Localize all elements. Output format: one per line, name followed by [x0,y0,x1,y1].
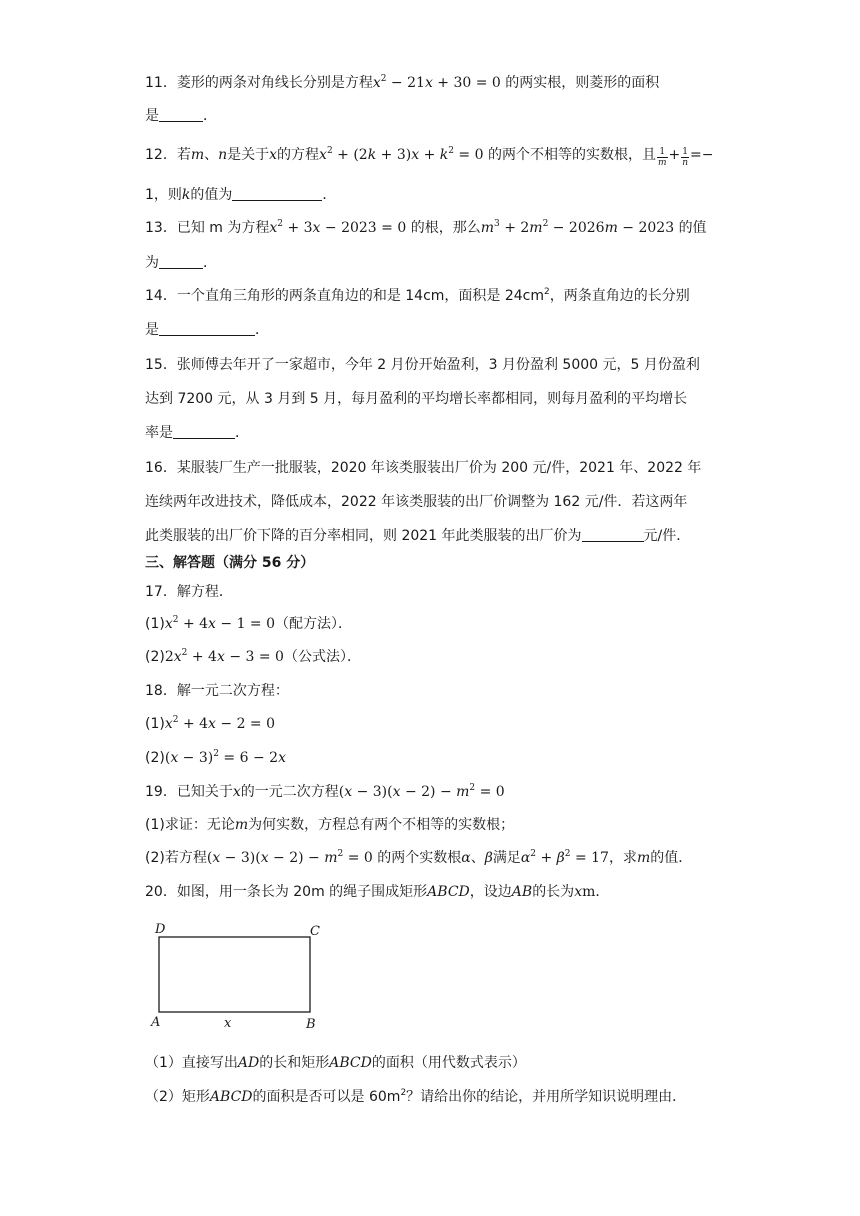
q12-equation: $x^2 + (2k + 3)x + k^2 = 0$ [319,146,484,163]
q18-part1 [145,714,275,734]
q20-p1-text-b: 的长和矩形 [259,1055,330,1071]
q15-text-a: 率是 [145,425,173,441]
q16-text-b: 元/件． [643,528,691,544]
q12-text-c: 的方程 [277,147,320,163]
label-b: B [306,1017,316,1032]
q11-text-a: 11．菱形的两条对角线长分别是方程 [145,75,373,91]
q19-line1: 19．已知关于x的一元二次方程$(x - 3)(x - 2) - m^2 = 0$ [145,783,505,800]
q19-p2-text-c: 满足 [492,850,521,866]
q17-p1-note: （配方法）． [275,616,353,632]
q18-p2-label: (2) [145,750,165,766]
q14-text-b: ，两条直角边的长分别 [549,288,690,304]
q13-text-d: 为 [145,255,159,271]
q19-p1-text-a: (1)求证：无论 [145,817,235,833]
q12-frac-m: $\frac{1}{m}$ [657,147,667,168]
q11-line1 [145,73,659,93]
q18-p1-equation: $x^2 + 4x - 2 = 0$ [164,715,276,732]
q12-answer-blank[interactable] [232,186,322,201]
q18-p1-label: (1) [145,716,165,732]
q13-equation: $x^2 + 3x - 2023 = 0$ [269,219,407,236]
q13-text-c: 的值 [678,220,707,236]
q19-part2: (2)若方程$(x - 3)(x - 2) - m^2 = 0$ 的两个实数根α、β满足$\alpha^2 + \beta^2 = 17$，求m的值． [145,849,693,866]
q12-vars: m [190,147,205,163]
q17-p2-label: (2) [145,649,165,665]
q17-p1-equation: $x^2 + 4x - 1 = 0$ [164,615,276,632]
q20-line1: 20．如图，用一条长为 20m 的绳子围成矩形ABCD，设边AB的长为xm． [145,884,610,900]
q17-title: 17．解方程． [145,584,233,600]
q12-text-f: 1，则 [145,187,182,203]
q15-answer-blank[interactable] [173,424,235,439]
q11-text-d: ． [203,108,217,124]
q16-line3 [145,526,690,546]
q11-equation: $x^2 - 21x + 30$ [372,74,472,91]
q20-text-a: 20．如图，用一条长为 20m 的绳子围成矩形 [145,884,428,900]
q14-text-a: 14．一个直角三角形的两条直角边的和是 14cm，面积是 24cm [145,288,545,304]
q12-text-h: ． [322,187,337,203]
q19-p2-text-a: (2)若方程 [145,850,207,866]
q20-text-c: 的长为 [532,884,575,900]
q11-eq-rhs: = 0 [475,75,501,91]
q20-p1-text-c: 的面积（用代数式表示） [371,1055,526,1071]
q12-text-d: 的两个不相等的实数根，且 [487,147,656,163]
q16-answer-blank[interactable] [582,527,644,542]
q14-line1: 14．一个直角三角形的两条直角边的和是 14cm，面积是 $24cm^2$，两条直角边的长分别 [145,287,690,304]
label-x: x [224,1016,232,1031]
q12-text-e: =− [690,147,714,163]
q14-text-c: 是 [145,322,159,338]
q17-p1-label: (1) [145,616,165,632]
q19-p2-equation: $(x - 3)(x - 2) - m^2 = 0$ [206,849,373,866]
q12-frac-n: $\frac{1}{n}$ [682,147,689,168]
q19-text-b: 的一元二次方程 [240,784,339,800]
q20-part2: （2）矩形ABCD的面积是否可以是 $60m^2$？请给出你的结论，并用所学知识说明理由． [145,1088,687,1105]
q19-part1: (1)求证：无论m为何实数，方程总有两个不相等的实数根； [145,817,515,833]
label-c: C [310,924,320,939]
q17-p2-note: （公式法）． [283,649,361,665]
q19-p2-text-d: ，求 [608,850,637,866]
q20-text-b: ，设边 [469,884,512,900]
q11-text-b: 的两实根，则菱形的面积 [505,75,660,91]
q19-p2-text-e: 的值． [650,850,693,866]
q20-part1: （1）直接写出AD的长和矩形ABCD的面积（用代数式表示） [145,1055,526,1071]
q20-text-d: ． [595,884,610,900]
q20-p2-text-c: ？请给出你的结论，并用所学知识说明理由． [406,1089,687,1105]
q19-text-a: 19．已知关于 [145,784,233,800]
q12-text-b: 是关于 [227,147,270,163]
q13-text-b: 的根，那么 [410,220,481,236]
label-a: A [151,1015,161,1030]
q19-p2-text-b: 的两个实数根 [377,850,462,866]
q18-title: 18．解一元二次方程： [145,683,289,699]
q20-p2-text-b: 的面积是否可以是 60m [252,1089,401,1105]
q19-p1-text-b: 为何实数，方程总有两个不相等的实数根； [248,817,515,833]
q13-expression: $m^3 + 2m^2 - 2026m - 2023$ [480,219,675,236]
q19-p2-condition: $\alpha^2 + \beta^2 = 17$ [520,849,609,866]
q15-line3 [145,423,249,443]
q14-text-d: ． [255,322,269,338]
q17-part1 [145,614,352,634]
q16-line1: 16．某服装厂生产一批服装，2020 年该类服装出厂价为 200 元/件，2021 年、2022 年 [145,460,702,476]
q13-answer-blank[interactable] [159,254,203,269]
q19-equation: $(x - 3)(x - 2) - m^2 = 0$ [338,783,505,800]
q20-p1-text-a: （1）直接写出 [145,1055,238,1071]
q13-text-e: ． [203,255,217,271]
q14-line2 [145,320,269,340]
q15-text-b: ． [235,425,249,441]
q16-line2: 连续两年改进技术，降低成本，2022 年该类服装的出厂价调整为 162 元/件．若这两年 [145,494,688,510]
section-3-heading: 三、解答题（满分 56 分） [145,555,315,571]
q11-answer-blank[interactable] [159,107,203,122]
q14-answer-blank[interactable] [159,321,255,336]
q18-p2-equation: $(x - 3)^2 = 6 - 2x$ [164,749,286,766]
q13-line2 [145,253,217,273]
q17-part2 [145,647,361,667]
q17-p2-equation: $2x^2 + 4x - 3 = 0$ [164,648,284,665]
q16-text-a: 此类服装的出厂价下降的百分率相同，则 2021 年此类服装的出厂价为 [145,528,582,544]
q20-p2-text-a: （2）矩形 [145,1089,210,1105]
rectangle-abcd-figure [145,918,335,1036]
q12-text-a: 12．若 [145,147,191,163]
q12-text-g: 的值为 [190,187,233,203]
q11-line2 [145,106,217,126]
rectangle-shape [159,937,310,1012]
q11-text-c: 是 [145,108,159,124]
q13-text-a: 13．已知 m 为方程 [145,220,270,236]
q18-part2 [145,748,286,768]
label-d: D [155,922,166,937]
q15-line2: 达到 7200 元，从 3 月到 5 月，每月盈利的平均增长率都相同，则每月盈利的平均增长 [145,391,688,407]
q12-line1: 12．若m、n是关于x的方程$x^2 + (2k + 3)x + k^2 = 0$ 的两个不相等的实数根，且 $\frac{1}{m}$ + $\frac{1}{n}$ =− [145,146,714,168]
q15-line1: 15．张师傅去年开了一家超市，今年 2 月份开始盈利，3 月份盈利 5000 元，5 月份盈利 [145,357,700,373]
q12-line2: 1，则k的值为 ． [145,187,337,203]
q13-line1 [145,218,707,238]
